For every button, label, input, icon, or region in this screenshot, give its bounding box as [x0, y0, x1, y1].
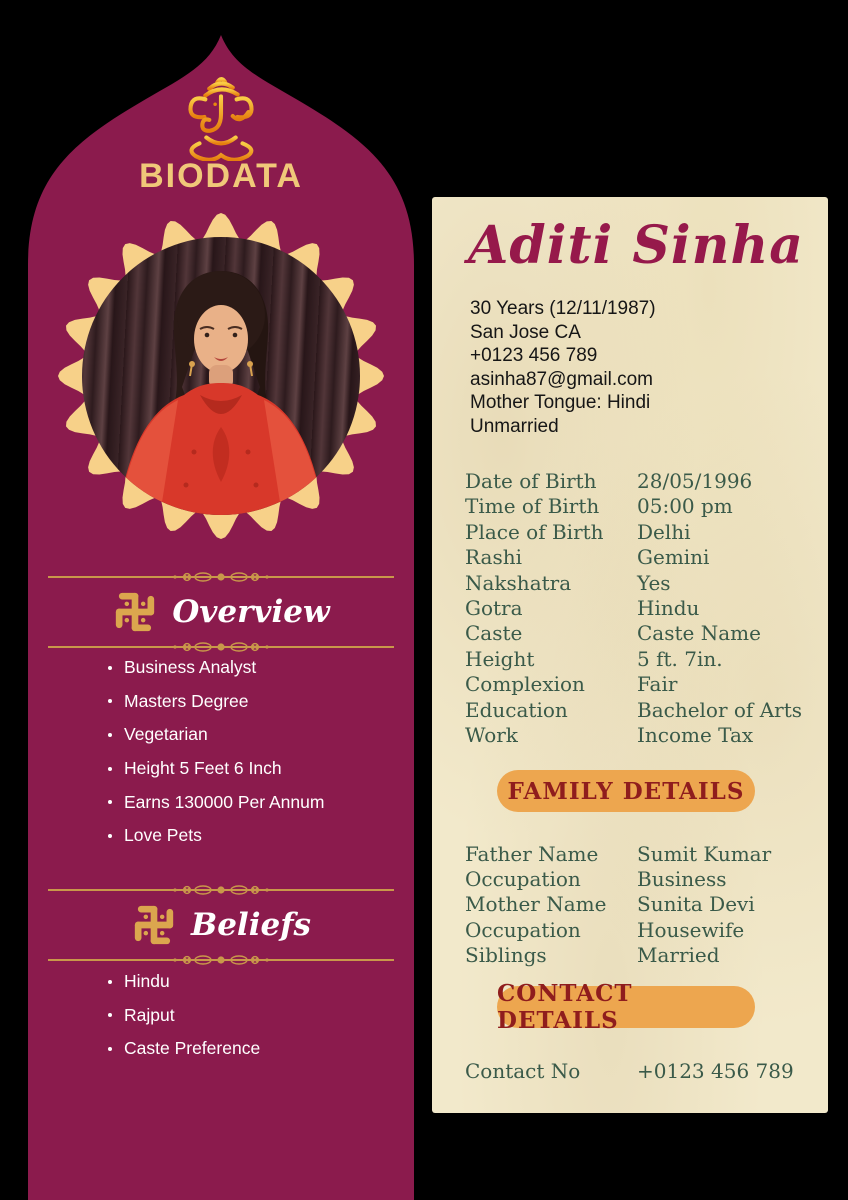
person-name: Aditi Sinha: [468, 215, 804, 276]
detail-label: Gotra: [465, 596, 523, 621]
beliefs-list: [108, 965, 398, 1066]
list-item: [108, 965, 398, 999]
list-item-label: Business Analyst: [124, 657, 257, 678]
info-line-marital: Unmarried: [470, 415, 559, 437]
contact-value: +0123 456 789: [637, 1059, 794, 1083]
bullet-dot-icon: [108, 980, 112, 984]
list-item: [108, 999, 398, 1033]
list-item-label: Earns 130000 Per Annum: [124, 791, 325, 812]
list-item-label: Rajput: [124, 1004, 175, 1025]
detail-label: Height: [465, 646, 535, 671]
bullet-dot-icon: [108, 1047, 112, 1051]
family-label: Mother Name: [465, 892, 607, 917]
detail-value: 05:00 pm: [637, 494, 733, 519]
list-item-label: Love Pets: [124, 825, 202, 846]
list-item-label: Hindu: [124, 971, 170, 992]
family-details-table: [465, 842, 812, 968]
portrait-illustration: [118, 271, 324, 515]
detail-label: Complexion: [465, 672, 585, 697]
ornament-divider: [48, 569, 394, 585]
list-item-label: Caste Preference: [124, 1038, 261, 1059]
personal-info-block: [470, 297, 656, 439]
info-line-age-dob: 30 Years (12/11/1987): [470, 298, 656, 319]
beliefs-section-header: [28, 882, 414, 968]
detail-label: Place of Birth: [465, 519, 604, 544]
ganesha-icon: [171, 73, 271, 161]
profile-photo: [82, 237, 360, 515]
detail-label: Rashi: [465, 545, 522, 570]
brand-title: BIODATA: [139, 157, 303, 195]
list-item: [108, 685, 398, 719]
left-dome-panel: [28, 35, 414, 1200]
family-label: Occupation: [465, 867, 581, 892]
family-label: Father Name: [465, 842, 599, 866]
biodata-paper-panel: [432, 197, 828, 1113]
detail-value: Caste Name: [637, 621, 761, 646]
list-item: [108, 651, 398, 685]
family-value: Business: [637, 867, 727, 892]
detail-value: Delhi: [637, 519, 691, 544]
family-value: Sunita Devi: [637, 892, 755, 917]
beliefs-title: Beliefs: [191, 907, 311, 943]
family-value: Housewife: [637, 917, 745, 942]
bullet-dot-icon: [108, 800, 112, 804]
ornament-divider: [48, 882, 394, 898]
detail-value: 28/05/1996: [637, 469, 753, 493]
list-item-label: Height 5 Feet 6 Inch: [124, 758, 282, 779]
detail-value: Yes: [637, 570, 671, 595]
overview-section-header: [28, 569, 414, 655]
contact-details-table: [465, 1059, 812, 1084]
bullet-dot-icon: [108, 666, 112, 670]
bullet-dot-icon: [108, 733, 112, 737]
contact-details-heading: CONTACT DETAILS: [497, 986, 755, 1028]
filigree-ornament-icon: [173, 882, 269, 898]
bullet-dot-icon: [108, 1013, 112, 1017]
list-item: [108, 752, 398, 786]
list-item-label: Masters Degree: [124, 690, 249, 711]
info-line-phone: +0123 456 789: [470, 345, 598, 367]
overview-list: [108, 651, 398, 853]
overview-title: Overview: [172, 594, 330, 630]
family-label: Siblings: [465, 942, 547, 967]
family-value: Married: [637, 942, 720, 967]
detail-value: 5 ft. 7in.: [637, 646, 723, 671]
list-item-label: Vegetarian: [124, 724, 208, 745]
personal-details-table: [465, 469, 812, 748]
swastika-icon: [112, 589, 158, 635]
detail-label: Education: [465, 697, 568, 722]
info-line-tongue: Mother Tongue: Hindi: [470, 392, 651, 414]
filigree-ornament-icon: [173, 569, 269, 585]
detail-label: Caste: [465, 621, 523, 646]
swastika-icon: [131, 902, 177, 948]
detail-value: Hindu: [637, 596, 700, 621]
detail-value: Fair: [637, 672, 678, 697]
detail-label: Date of Birth: [465, 469, 597, 493]
family-label: Occupation: [465, 917, 581, 942]
bullet-dot-icon: [108, 767, 112, 771]
detail-value: Gemini: [637, 545, 710, 570]
info-line-email: asinha87@gmail.com: [470, 368, 653, 390]
detail-label: Work: [465, 723, 518, 748]
list-item: [108, 785, 398, 819]
detail-label: Nakshatra: [465, 570, 572, 595]
bullet-dot-icon: [108, 834, 112, 838]
bullet-dot-icon: [108, 699, 112, 703]
contact-label: Contact No: [465, 1059, 581, 1083]
family-value: Sumit Kumar: [637, 842, 772, 866]
list-item: [108, 819, 398, 853]
detail-value: Income Tax: [637, 723, 754, 748]
list-item: [108, 1032, 398, 1066]
detail-value: Bachelor of Arts: [637, 697, 802, 722]
family-details-heading: FAMILY DETAILS: [497, 770, 755, 812]
list-item: [108, 718, 398, 752]
info-line-location: San Jose CA: [470, 321, 581, 343]
detail-label: Time of Birth: [465, 494, 600, 519]
